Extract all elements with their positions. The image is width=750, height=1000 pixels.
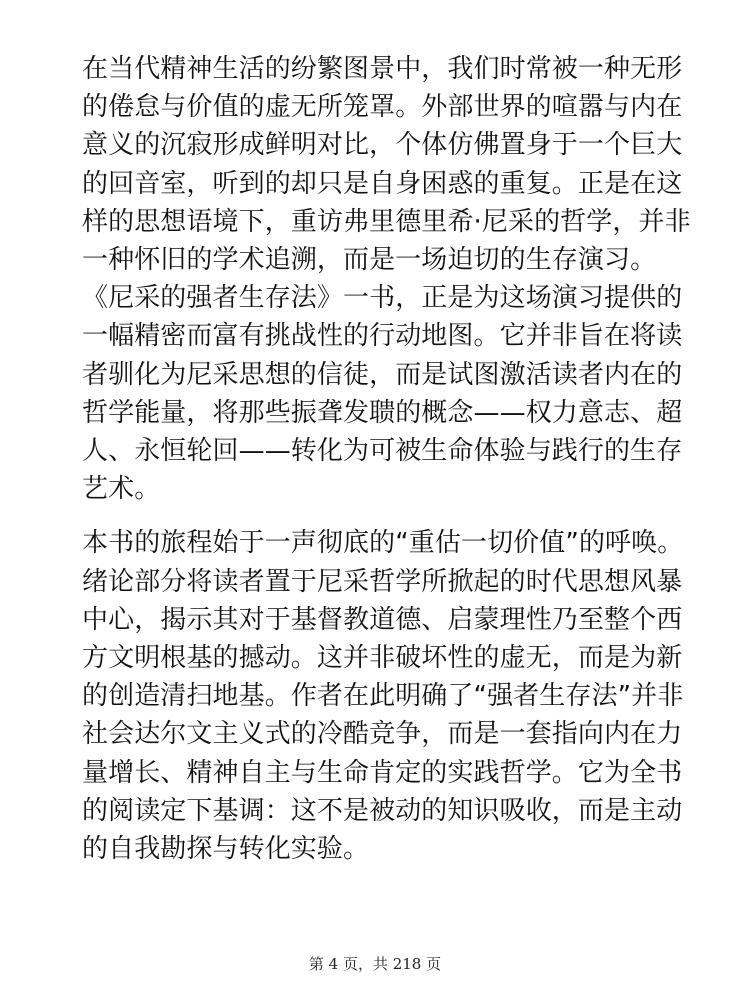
page-number-footer: 第 4 页，共 218 页 [308,955,442,973]
body-paragraph-1: 在当代精神生活的纷繁图景中，我们时常被一种无形的倦怠与价值的虚无所笼罩。外部世界的喧嚣与内在意义的沉寂形成鲜明对比，个体仿佛置身于一个巨大的回音室，听到的却只是自身困惑的重复。正是在这样的思想语境下，重访弗里德里希·尼采的哲学，并非一种怀旧的学术追溯，而是一场迫切的生存演习。《尼采的强者生存法》一书，正是为这场演习提供的一幅精密而富有挑战性的行动地图。它并非旨在将读者驯化为尼采思想的信徒，而是试图激活读者内在的哲学能量，将那些振聋发聩的概念——权力意志、超人、永恒轮回——转化为可被生命体验与践行的生存艺术。 [82,54,691,505]
body-paragraph-2: 本书的旅程始于一声彻底的“重估一切价值”的呼唤。绪论部分将读者置于尼采哲学所掀起的时代思想风暴中心，揭示其对于基督教道德、启蒙理性乃至整个西方文明根基的撼动。这并非破坏性的虚无，而是为新的创造清扫地基。作者在此明确了“强者生存法”并非社会达尔文主义式的冷酷竞争，而是一套指向内在力量增长、精神自主与生命肯定的实践哲学。它为全书的阅读定下基调：这不是被动的知识吸收，而是主动的自我勘探与转化实验。 [82,528,684,865]
document-body [82,50,692,868]
